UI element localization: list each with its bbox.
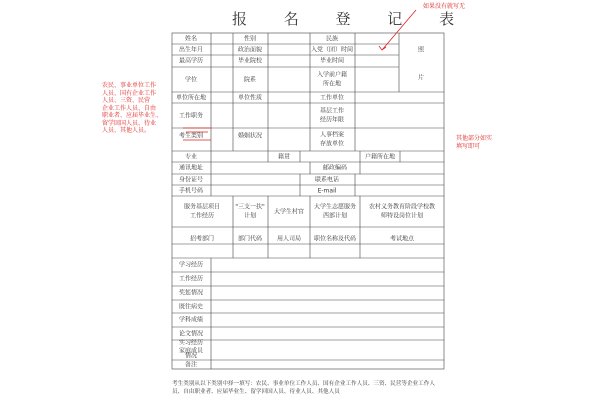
label-family: 情况 <box>184 352 198 360</box>
annotation-right-line: 填写即可 <box>456 142 481 150</box>
label-internship: 实习经历 <box>178 339 204 347</box>
label-sanzhi-yifu: 计划 <box>243 212 257 220</box>
annotation-left <box>102 82 162 135</box>
label-contact-phone: 联系电话 <box>314 176 340 183</box>
annotation-left-line: 农民、事业单位工作 <box>102 82 157 89</box>
label-dept-code: 部门代码 <box>237 235 263 243</box>
label-exam-site: 考试地点 <box>389 235 415 243</box>
label-remarks: 备注 <box>184 361 198 368</box>
label-unit-nature: 单位性质 <box>237 94 263 101</box>
label-village-official: 大学生村官 <box>273 208 305 215</box>
label-recruit-dept: 招考部门 <box>189 235 215 243</box>
label-hukou-location: 户籍所在地 <box>364 153 396 160</box>
label-west-plan: 西部计划 <box>322 212 348 220</box>
label-grassroots-years: 基层工作 <box>319 107 345 115</box>
label-native-place: 籍贯 <box>277 153 291 160</box>
label-gender: 性别 <box>243 35 257 42</box>
annotation-left-line: 职业者、应届毕业生、 <box>102 112 163 119</box>
label-special-teacher: 农村义务教育阶段学校教 <box>368 203 436 211</box>
label-archive: 人事档案 <box>319 131 345 139</box>
label-study-history: 学习经历 <box>178 261 204 269</box>
label-service-project: 工作经历 <box>189 212 215 220</box>
label-sanzhi-yifu: "三支一扶" <box>235 203 265 211</box>
label-ethnicity: 民族 <box>325 35 339 42</box>
label-id-number: 身份证号 <box>178 176 204 183</box>
label-major: 专业 <box>184 153 198 160</box>
label-medical-history: 既往病史 <box>178 303 204 310</box>
annotation-right <box>456 135 492 150</box>
label-grad-time: 毕业时间 <box>319 57 345 65</box>
form-title: 报 名 登 记 表 <box>232 10 471 28</box>
label-email: E-mail <box>317 187 337 194</box>
label-hukou: 入学前户籍 <box>316 71 348 79</box>
label-family: 家庭成员 <box>178 347 204 354</box>
label-department: 院系 <box>243 76 257 83</box>
label-grassroots-years: 经历年限 <box>319 116 345 124</box>
label-address: 通讯地址 <box>178 164 204 172</box>
label-political: 政治面貌 <box>237 46 263 53</box>
label-school: 毕业院校 <box>237 57 263 65</box>
label-mobile: 手机号码 <box>178 187 204 194</box>
annotation-left-line: 留学回国人员、待业 <box>102 119 157 127</box>
label-birth: 出生年月 <box>178 46 204 53</box>
label-marital: 婚姻状况 <box>237 132 263 140</box>
label-archive: 存放单位 <box>319 140 345 148</box>
label-awards: 奖惩情况 <box>178 289 204 297</box>
label-work-unit: 工作单位 <box>319 94 345 101</box>
label-education: 最高学历 <box>178 57 204 65</box>
label-candidate-category: 考生类别 <box>178 132 204 140</box>
annotation-left-line: 人员、三资、民营 <box>102 97 151 104</box>
label-work-history: 工作经历 <box>178 275 204 283</box>
label-west-plan: 大学生志愿服务 <box>313 203 357 211</box>
annotation-left-line: 人员、国有企业工作 <box>102 89 157 97</box>
label-papers: 论文情况 <box>178 330 204 337</box>
label-hukou: 所在地 <box>322 80 342 88</box>
label-name: 姓名 <box>184 35 198 42</box>
label-service-project: 服务基层项目 <box>183 203 221 211</box>
label-position: 工作职务 <box>178 112 204 119</box>
label-zip: 邮政编码 <box>322 164 348 172</box>
annotation-top-right: 如果没有就写无 <box>423 3 466 10</box>
footer-note: 考生类别从以下类别中择一填写：农民、事业单位工作人员、国有企业工作人员、三资、民营等企业工作人员、自由职业者、应届毕业生、留学回国人员、待业人员、其他人员 <box>172 381 435 395</box>
photo-label: 片 <box>417 74 425 82</box>
label-hiring-office: 用人司局 <box>276 235 302 243</box>
annotation-right-line: 其他部分如实 <box>456 135 493 142</box>
label-job-code: 职位名称及代码 <box>313 235 357 243</box>
label-grades: 学科成绩 <box>178 316 204 324</box>
annotation-left-line: 人员、其他人员。 <box>102 127 151 134</box>
label-unit-location: 单位所在地 <box>175 94 207 101</box>
label-degree: 学位 <box>184 76 198 83</box>
label-special-teacher: 师特设岗位计划 <box>380 212 424 220</box>
photo-label: 照 <box>417 46 425 54</box>
label-party-time: 入党（团）时间 <box>310 46 354 53</box>
annotation-left-line: 企业工作人员、自由 <box>102 104 157 112</box>
